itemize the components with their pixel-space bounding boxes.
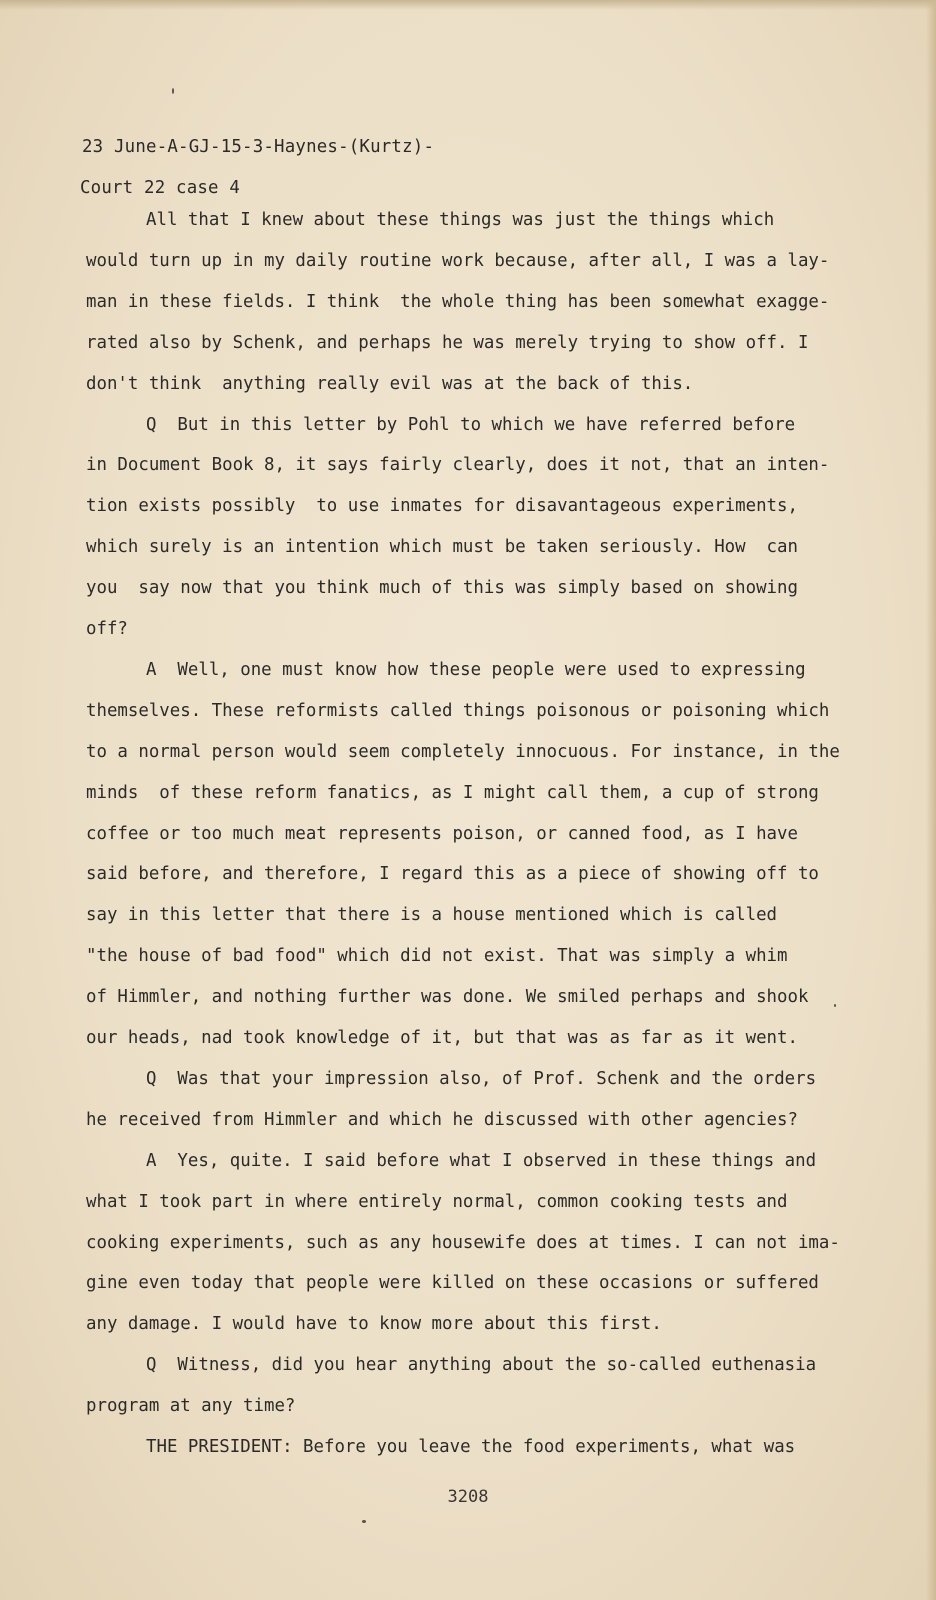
transcript-line: tion exists possibly to use inmates for disavantageous experiments, — [86, 496, 798, 517]
transcript-line: what I took part in where entirely normal, common cooking tests and — [86, 1191, 788, 1212]
transcript-line: rated also by Schenk, and perhaps he was merely trying to show off. I — [86, 332, 809, 353]
transcript-line: Q Witness, did you hear anything about the so-called euthenasia — [146, 1355, 817, 1376]
transcript-line: All that I knew about these things was just the things which — [146, 210, 775, 230]
page-edge-top — [0, 0, 936, 10]
transcript-line: A Well, one must know how these people were used to expressing — [146, 659, 806, 680]
ink-speck — [834, 1004, 836, 1007]
session-header: 23 June-A-GJ-15-3-Haynes-(Kurtz)- — [82, 137, 435, 157]
transcript-line: to a normal person would seem completely innocuous. For instance, in the — [86, 741, 840, 762]
ink-speck — [172, 88, 174, 94]
transcript-line: would turn up in my daily routine work because, after all, I was a lay- — [86, 250, 830, 271]
transcript-line: cooking experiments, such as any housewife does at times. I can not ima- — [86, 1232, 840, 1253]
transcript-line: you say now that you think much of this was simply based on showing — [86, 578, 798, 599]
transcript-line: he received from Himmler and which he discussed with other agencies? — [86, 1109, 798, 1130]
transcript-line: off? — [86, 619, 128, 639]
transcript-line: our heads, nad took knowledge of it, but that was as far as it went. — [86, 1028, 798, 1048]
court-case-header: Court 22 case 4 — [80, 178, 241, 198]
ink-speck — [362, 1520, 366, 1523]
transcript-line: said before, and therefore, I regard this as a piece of showing off to — [86, 864, 819, 885]
transcript-line: any damage. I would have to know more about this first. — [86, 1314, 662, 1335]
transcript-line: gine even today that people were killed on these occasions or suffered — [86, 1273, 819, 1294]
transcript-line: themselves. These reformists called things poisonous or poisoning which — [86, 700, 830, 721]
transcript-line: program at any time? — [86, 1396, 296, 1417]
transcript-line: Q Was that your impression also, of Prof. Schenk and the orders — [146, 1068, 817, 1089]
transcript-line: of Himmler, and nothing further was done. We smiled perhaps and shook — [86, 987, 809, 1008]
transcript-line: THE PRESIDENT: Before you leave the food experiments, what was — [146, 1437, 796, 1457]
transcript-line: man in these fields. I think the whole thing has been somewhat exagge- — [86, 291, 830, 312]
transcript-line: "the house of bad food" which did not exist. That was simply a whim — [86, 946, 788, 967]
transcript-line: say in this letter that there is a house mentioned which is called — [86, 905, 778, 926]
page-number: 3208 — [447, 1487, 489, 1507]
transcript-line: minds of these reform fanatics, as I might call them, a cup of strong — [86, 782, 819, 803]
transcript-line: don't think anything really evil was at the back of this. — [86, 373, 694, 394]
transcript-line: coffee or too much meat represents poison, or canned food, as I have — [86, 823, 798, 844]
transcript-line: in Document Book 8, it says fairly clearly, does it not, that an inten- — [86, 455, 830, 476]
transcript-line: which surely is an intention which must be taken seriously. How can — [86, 537, 798, 558]
transcript-line: Q But in this letter by Pohl to which we have referred before — [146, 414, 796, 435]
page-edge-right — [926, 0, 936, 1600]
transcript-line: A Yes, quite. I said before what I observed in these things and — [146, 1150, 817, 1171]
